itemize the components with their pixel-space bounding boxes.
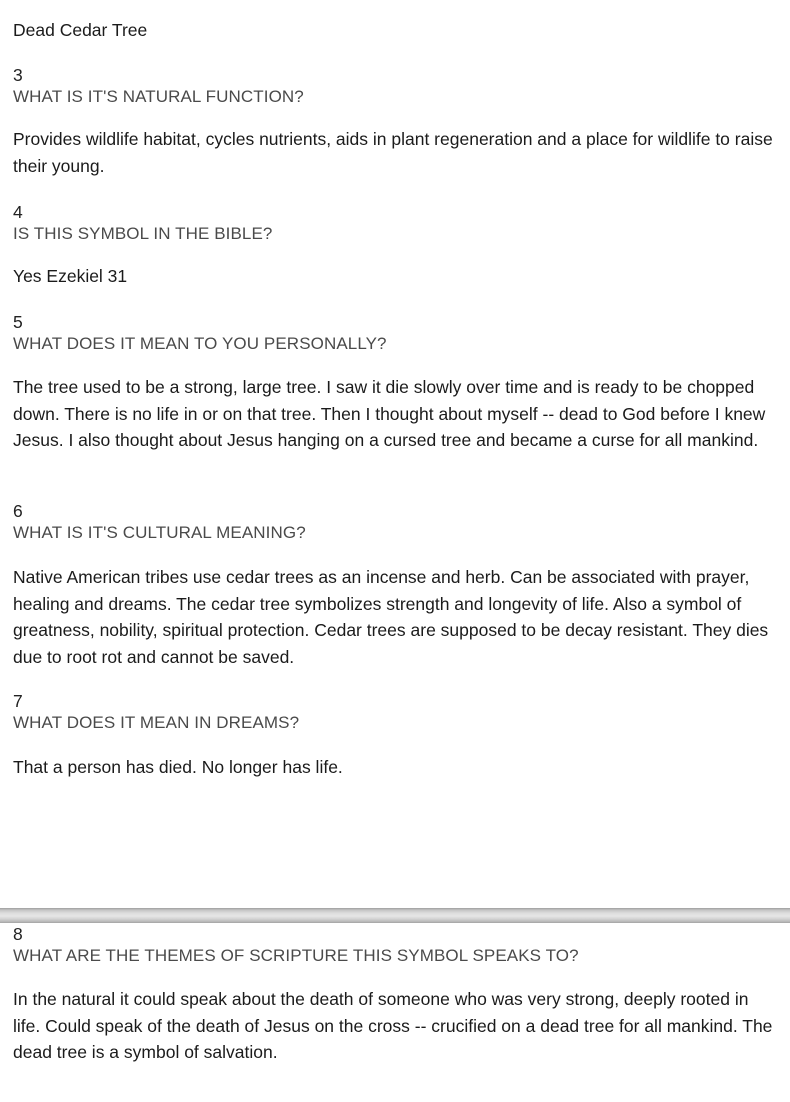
section-7 <box>13 690 780 734</box>
section-5-answer-block <box>13 374 780 454</box>
section-3 <box>13 64 780 108</box>
section-question: IS THIS SYMBOL IN THE BIBLE? <box>13 224 273 243</box>
section-8 <box>13 923 780 967</box>
section-4 <box>13 201 780 245</box>
section-8-answer-block <box>13 986 780 1066</box>
section-answer: Native American tribes use cedar trees as an incense and herb. Can be associated with prayer, healing and dreams. The cedar tree symbolizes strength and longevity of life. Also a symbol of greatness, nobility, spiritual protection. Cedar trees are supposed to be decay resistant. They dies due to root rot and cannot be saved. <box>13 567 769 667</box>
section-number: 4 <box>13 202 23 222</box>
section-question: WHAT DOES IT MEAN IN DREAMS? <box>13 713 300 732</box>
document-title: Dead Cedar Tree <box>13 20 148 40</box>
section-answer: That a person has died. No longer has life. <box>13 757 343 777</box>
document-title-block <box>13 17 780 44</box>
section-7-answer-block <box>13 754 780 781</box>
section-number: 3 <box>13 65 23 85</box>
section-answer: Yes Ezekiel 31 <box>13 266 128 286</box>
section-number: 8 <box>13 924 23 944</box>
section-question: WHAT ARE THE THEMES OF SCRIPTURE THIS SYMBOL SPEAKS TO? <box>13 946 579 965</box>
section-number: 7 <box>13 691 23 711</box>
section-6 <box>13 500 780 544</box>
section-answer: In the natural it could speak about the death of someone who was very strong, deeply rooted in life. Could speak of the death of Jesus on the cross -- crucified on a dead tree for all mankind. The dead tree is a symbol of salvation. <box>13 989 773 1062</box>
section-answer: The tree used to be a strong, large tree. I saw it die slowly over time and is ready to be chopped down. There is no life in or on that tree. Then I thought about myself -- dead to God before I knew Jesus. I also thought about Jesus hanging on a cursed tree and became a curse for all mankind. <box>13 377 766 450</box>
page-divider <box>0 908 790 923</box>
section-3-answer-block <box>13 126 780 179</box>
section-number: 6 <box>13 501 23 521</box>
section-5 <box>13 311 780 355</box>
section-question: WHAT IS IT'S CULTURAL MEANING? <box>13 523 306 542</box>
section-question: WHAT DOES IT MEAN TO YOU PERSONALLY? <box>13 334 387 353</box>
section-answer: Provides wildlife habitat, cycles nutrients, aids in plant regeneration and a place for wildlife to raise their young. <box>13 129 773 176</box>
section-4-answer-block <box>13 263 780 290</box>
section-question: WHAT IS IT'S NATURAL FUNCTION? <box>13 87 304 106</box>
section-6-answer-block <box>13 564 780 670</box>
section-number: 5 <box>13 312 23 332</box>
